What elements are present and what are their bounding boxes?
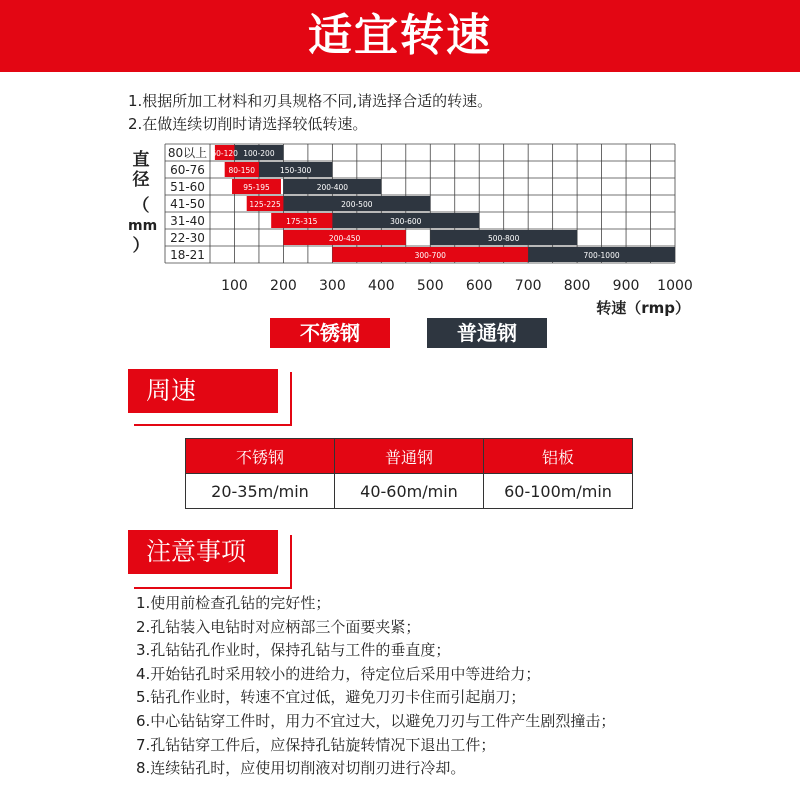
x-tick-label: 600 (465, 278, 493, 294)
carbon-range-label: 300-600 (390, 217, 422, 226)
category-label: 41-50 (170, 197, 205, 211)
speed-table-cell: 40-60m/min (335, 474, 484, 509)
x-axis-title: 转速（rmp） (596, 299, 690, 317)
speed-table-header: 普通钢 (335, 439, 484, 474)
stainless-range-label: 125-225 (249, 200, 281, 209)
y-axis-title-char: 直 (132, 150, 150, 170)
note-item: 2.孔钻装入电钻时对应柄部三个面要夹紧； (136, 617, 421, 636)
x-tick-label: 700 (514, 278, 542, 294)
category-label: 80以上 (167, 146, 208, 160)
speed-table-header: 不锈钢 (186, 439, 335, 474)
note-item: 4.开始钻孔时采用较小的进给力，待定位后采用中等进给力； (136, 664, 541, 683)
x-tick-label: 400 (367, 278, 395, 294)
carbon-range-label: 500-800 (488, 234, 520, 243)
category-label: 60-76 (170, 163, 205, 177)
note-item: 8.连续钻孔时，应使用切削液对切削刃进行冷却。 (136, 759, 466, 778)
section-speed-heading (128, 369, 278, 413)
speed-table (185, 438, 633, 509)
note-item: 3.孔钻钻孔作业时，保持孔钻与工件的垂直度； (136, 641, 451, 660)
stainless-range-label: 175-315 (286, 217, 318, 226)
x-tick-label: 1000 (657, 278, 693, 294)
x-tick-label: 500 (416, 278, 444, 294)
category-label: 18-21 (170, 248, 205, 262)
section-notes-title: 注意事项 (146, 537, 247, 566)
y-axis-title-char: （ (132, 196, 150, 216)
legend-carbon (427, 318, 547, 348)
y-axis-title-char: ） (132, 236, 150, 256)
category-label: 31-40 (170, 214, 205, 228)
x-tick-label: 800 (563, 278, 591, 294)
intro-line-1: 1.根据所加工材料和刃具规格不同,请选择合适的转速。 (128, 92, 493, 110)
y-axis-title-char: 径 (132, 170, 150, 190)
stainless-range-label: 200-450 (328, 234, 361, 243)
note-item: 1.使用前检查孔钻的完好性； (136, 594, 331, 612)
stainless-range-label: 300-700 (414, 251, 446, 260)
carbon-range-label: 200-500 (341, 200, 373, 209)
carbon-range-label: 700-1000 (583, 251, 620, 260)
carbon-range-label: 150-300 (279, 166, 312, 175)
x-tick-label: 900 (612, 278, 640, 294)
category-label: 22-30 (170, 231, 205, 245)
carbon-range-label: 200-400 (316, 183, 349, 192)
stainless-range-label: 95-195 (243, 183, 270, 192)
rpm-range-chart (0, 0, 800, 330)
note-item: 5.钻孔作业时，转速不宜过低，避免刀刃卡住而引起崩刀； (136, 688, 526, 707)
legend-stainless (270, 318, 390, 348)
x-tick-label: 300 (319, 278, 346, 294)
speed-table-row (186, 474, 633, 509)
intro-line-2: 2.在做连续切削时请选择较低转速。 (128, 115, 368, 133)
notes-list (136, 592, 615, 781)
x-tick-label: 100 (221, 278, 248, 294)
speed-table-cell: 60-100m/min (484, 474, 633, 509)
x-tick-label: 200 (270, 278, 297, 294)
legend-stainless-label: 不锈钢 (300, 321, 360, 345)
category-label: 51-60 (170, 180, 205, 194)
legend-carbon-label: 普通钢 (457, 321, 517, 345)
carbon-range-label: 100-200 (243, 149, 275, 158)
speed-table-header: 铝板 (484, 439, 633, 474)
stainless-range-label: 80-150 (228, 166, 256, 175)
speed-table-cell: 20-35m/min (186, 474, 335, 509)
section-notes-heading (128, 530, 278, 574)
note-item: 6.中心钻钻穿工件时，用力不宜过大，以避免刀刃与工件产生剧烈撞击； (136, 711, 616, 730)
section-speed-title: 周速 (146, 376, 197, 405)
y-axis-title-char: mm (128, 218, 158, 234)
page-title: 适宜转速 (308, 10, 492, 61)
stainless-range-label: 60-120 (211, 149, 238, 158)
speed-table-header-row (186, 439, 633, 474)
note-item: 7.孔钻钻穿工件后，应保持孔钻旋转情况下退出工件； (136, 735, 496, 754)
